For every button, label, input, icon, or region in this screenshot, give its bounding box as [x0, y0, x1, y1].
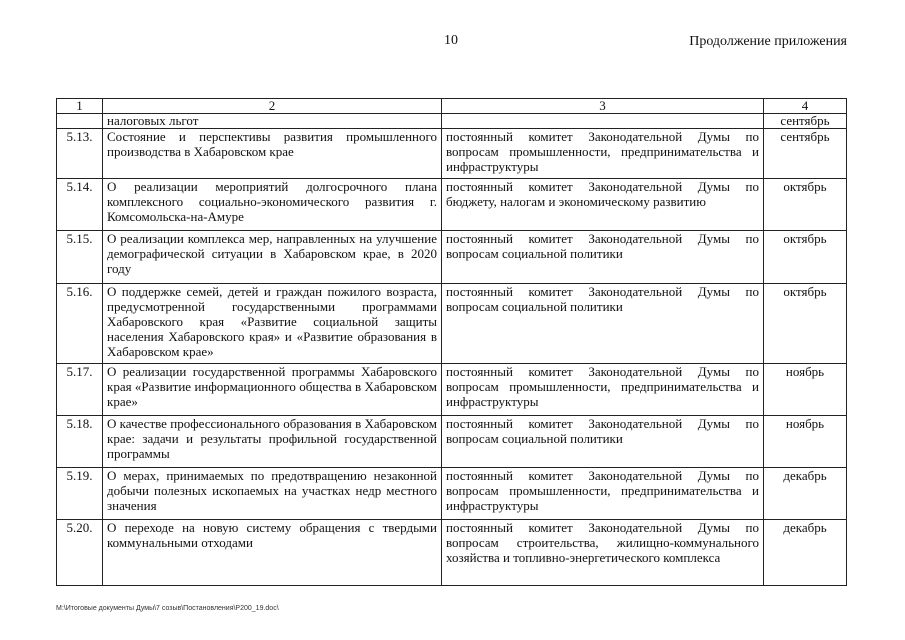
- column-header-responsible: 3: [442, 99, 764, 114]
- row-number-cell: 5.18.: [57, 416, 103, 468]
- row-term-cell: декабрь: [764, 468, 847, 520]
- row-topic-cell: О реализации мероприятий долгосрочного плана комплексного социально-экономического развития г. Комсомольска-на-Амуре: [103, 179, 442, 231]
- row-number-cell: 5.20.: [57, 520, 103, 586]
- table-row-continued: [57, 114, 847, 129]
- table-row: [57, 129, 847, 179]
- row-responsible-cell: постоянный комитет Законодательной Думы по вопросам промышленности, предпринимательства и инфраструктуры: [442, 129, 764, 179]
- row-responsible-cell: постоянный комитет Законодательной Думы по вопросам промышленности, предпринимательства и инфраструктуры: [442, 364, 764, 416]
- row-number-cell: 5.13.: [57, 129, 103, 179]
- row-term-cell: октябрь: [764, 284, 847, 364]
- table-header-row: [57, 99, 847, 114]
- row-term-cell: ноябрь: [764, 364, 847, 416]
- continuation-caption: Продолжение приложения: [689, 34, 847, 49]
- row-topic-cell: налоговых льгот: [103, 114, 442, 129]
- row-responsible-cell: постоянный комитет Законодательной Думы по вопросам строительства, жилищно-коммунального хозяйства и топливно-энергетического комплекса: [442, 520, 764, 586]
- column-header-topic: 2: [103, 99, 442, 114]
- row-topic-cell: О мерах, принимаемых по предотвращению незаконной добычи полезных ископаемых на участках недр местного значения: [103, 468, 442, 520]
- row-topic-cell: О реализации государственной программы Хабаровского края «Развитие информационного общества в Хабаровском крае»: [103, 364, 442, 416]
- row-term-cell: сентябрь: [764, 129, 847, 179]
- row-topic-cell: О качестве профессионального образования в Хабаровском крае: задачи и результаты профильной государственной программы: [103, 416, 442, 468]
- row-term-cell: октябрь: [764, 231, 847, 284]
- table-row: [57, 520, 847, 586]
- row-responsible-cell: постоянный комитет Законодательной Думы по вопросам социальной политики: [442, 284, 764, 364]
- row-number-cell: [57, 114, 103, 129]
- row-responsible-cell: постоянный комитет Законодательной Думы по вопросам социальной политики: [442, 416, 764, 468]
- table-row: [57, 416, 847, 468]
- row-term-cell: сентябрь: [764, 114, 847, 129]
- table-row: [57, 231, 847, 284]
- row-responsible-cell: постоянный комитет Законодательной Думы по бюджету, налогам и экономическому развитию: [442, 179, 764, 231]
- row-term-cell: октябрь: [764, 179, 847, 231]
- table-row: [57, 468, 847, 520]
- row-number-cell: 5.16.: [57, 284, 103, 364]
- table-row: [57, 179, 847, 231]
- column-header-number: 1: [57, 99, 103, 114]
- table-row: [57, 284, 847, 364]
- file-path-footer: M:\Итоговые документы Думы\7 созыв\Постановления\P200_19.doc\: [56, 605, 279, 612]
- row-number-cell: 5.19.: [57, 468, 103, 520]
- row-topic-cell: Состояние и перспективы развития промышленного производства в Хабаровском крае: [103, 129, 442, 179]
- column-header-term: 4: [764, 99, 847, 114]
- row-topic-cell: О реализации комплекса мер, направленных на улучшение демографической ситуации в Хабаровском крае, в 2020 году: [103, 231, 442, 284]
- row-number-cell: 5.17.: [57, 364, 103, 416]
- table-row: [57, 364, 847, 416]
- row-responsible-cell: [442, 114, 764, 129]
- row-topic-cell: О переходе на новую систему обращения с твердыми коммунальными отходами: [103, 520, 442, 586]
- row-responsible-cell: постоянный комитет Законодательной Думы по вопросам промышленности, предпринимательства и инфраструктуры: [442, 468, 764, 520]
- row-responsible-cell: постоянный комитет Законодательной Думы по вопросам социальной политики: [442, 231, 764, 284]
- page-number: 10: [444, 33, 458, 48]
- row-number-cell: 5.14.: [57, 179, 103, 231]
- plan-table: [56, 98, 847, 586]
- row-term-cell: ноябрь: [764, 416, 847, 468]
- row-number-cell: 5.15.: [57, 231, 103, 284]
- row-topic-cell: О поддержке семей, детей и граждан пожилого возраста, предусмотренной государственными программами Хабаровского края «Развитие социальной защиты населения Хабаровского края» и «Развитие образования в Хабаровском крае»: [103, 284, 442, 364]
- row-term-cell: декабрь: [764, 520, 847, 586]
